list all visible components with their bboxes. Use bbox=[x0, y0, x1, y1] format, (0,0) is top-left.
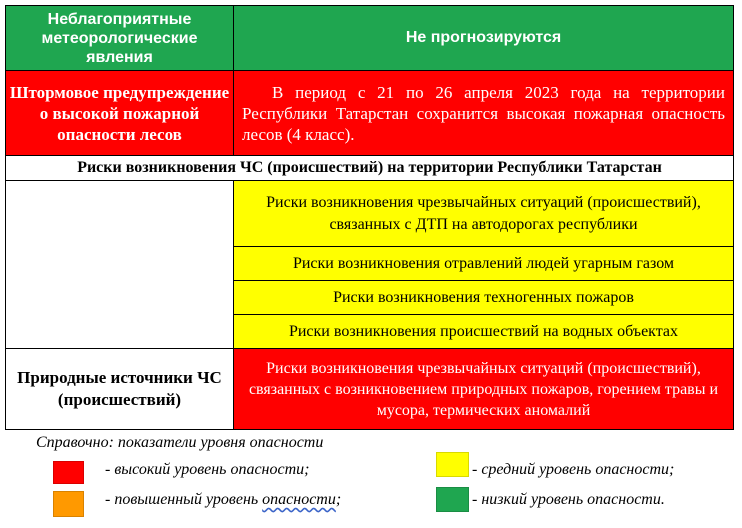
empty-category-cell bbox=[5, 180, 234, 349]
forecast-status-header bbox=[233, 5, 734, 71]
natural-sources-label-cell bbox=[5, 348, 234, 430]
risk-road-accidents bbox=[233, 180, 734, 247]
risk-water-incidents bbox=[233, 314, 734, 349]
legend-label-elevated bbox=[105, 491, 341, 509]
legend-label-high: - высокий уровень опасности; bbox=[105, 461, 310, 478]
risk-text: Риски возникновения чрезвычайных ситуаций (происшествий), связанных с ДТП на автодорогах республики bbox=[266, 193, 701, 233]
legend-swatch-medium bbox=[436, 452, 469, 477]
storm-warning-text: В период с 21 по 26 апреля 2023 года на территории Республики Татарстан сохранится высокая пожарная опасность лесов (4 класс). bbox=[242, 82, 725, 144]
phenomena-header-label: Неблагоприятные метеорологические явления bbox=[41, 10, 198, 66]
legend-swatch-high bbox=[53, 461, 84, 484]
legend-label-low: - низкий уровень опасности. bbox=[472, 491, 665, 508]
storm-warning-text-cell bbox=[233, 70, 734, 156]
phenomena-header bbox=[5, 5, 234, 71]
legend-label-elevated-text: - повышенный уровень опасности; bbox=[105, 491, 342, 508]
storm-warning-label: Штормовое предупреждение о высокой пожарной опасности лесов bbox=[9, 82, 230, 144]
risks-section-title bbox=[5, 155, 734, 181]
natural-sources-risk-cell bbox=[233, 348, 734, 430]
risk-text: Риски возникновения отравлений людей угарным газом bbox=[292, 254, 675, 272]
risk-text: Риски возникновения техногенных пожаров bbox=[333, 288, 634, 306]
legend-title: Справочно: показатели уровня опасности bbox=[36, 434, 324, 451]
natural-sources-text: Риски возникновения чрезвычайных ситуаций (происшествий), связанных с возникновением природных пожаров, горением травы и мусора, термических аномалий bbox=[248, 359, 719, 419]
risk-carbon-monoxide bbox=[233, 246, 734, 281]
legend-swatch-low bbox=[436, 487, 469, 512]
risk-technogenic-fires bbox=[233, 280, 734, 315]
risks-title-text: Риски возникновения ЧС (происшествий) на территории Республики Татарстан bbox=[77, 159, 662, 176]
natural-sources-label: Природные источники ЧС (происшествий) bbox=[17, 368, 222, 409]
legend-label-medium: - средний уровень опасности; bbox=[472, 461, 675, 478]
forecast-status-label: Не прогнозируются bbox=[405, 29, 562, 46]
storm-warning-label-cell bbox=[5, 70, 234, 156]
risk-text: Риски возникновения происшествий на водных объектах bbox=[288, 322, 679, 340]
legend-swatch-elevated bbox=[53, 491, 84, 517]
